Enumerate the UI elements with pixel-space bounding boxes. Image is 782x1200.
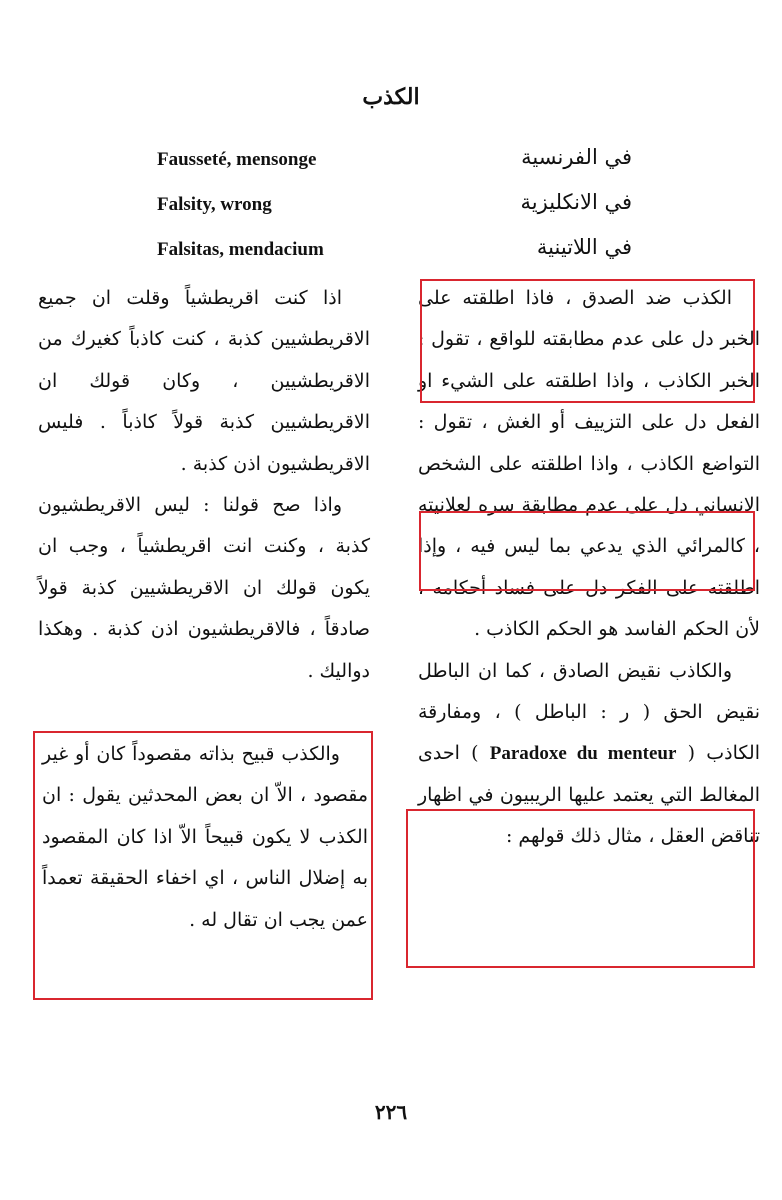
language-label-french: في الفرنسية — [521, 145, 632, 169]
page-title: الكذب — [362, 84, 420, 110]
term-latin: Falsitas, mendacium — [157, 239, 324, 260]
right-paragraph-1: الكذب ضد الصدق ، فاذا اطلقته على الخبر دل على عدم مطابقته للواقع ، تقول : الخبر الكاذب ، واذا اطلقته على الشيء او الفعل دل على التزييف أو الغش ، تقول : التواضع الكاذب ، واذا اطلقته على الشخص الانساني دل على عدم مطابقة سره لعلانيته ، كالمرائي الذي يدعي بما ليس فيه ، وإذا اطلقته على الفكر دل على فساد أحكامه ، لأن الحكم الفاسد هو الحكم الكاذب . — [418, 287, 760, 641]
language-row-french — [0, 143, 782, 183]
language-row-latin — [0, 233, 782, 273]
left-column-bottom — [42, 734, 368, 941]
language-label-english: في الانكليزية — [520, 190, 632, 214]
left-column-top — [38, 278, 370, 692]
page-number: ٢٢٦ — [374, 1100, 408, 1124]
left-paragraph-1: اذا كنت اقريطشياً وقلت ان جميع الاقريطشيين كذبة ، كنت كاذباً كغيرك من الاقريطشيين ، وكان قولك ان الاقريطشيين كذبة قولاً كاذباً . فليس الاقريطشيون اذن كذبة . — [38, 287, 370, 475]
term-french: Fausseté, mensonge — [157, 149, 317, 170]
right-paragraph-2 — [418, 651, 760, 858]
right-paragraph-2-text-a: والكاذب نقيض الصادق ، كما ان الباطل نقيض الحق ( ر : الباطل ) ، ومفارقة الكاذب ( — [418, 659, 760, 765]
term-english: Falsity, wrong — [157, 194, 272, 215]
right-paragraph-2-text-b: ) احدى المغالط التي يعتمد عليها الريبيون في اظهار تناقض العقل ، مثال ذلك قولهم : — [418, 742, 760, 848]
right-column — [418, 278, 760, 858]
left-paragraph-2: واذا صح قولنا : ليس الاقريطشيون كذبة ، وكنت انت اقريطشياً ، وجب ان يكون قولك ان الاقريطشيين كذبة قولاً صادقاً ، فالاقريطشيون اذن كذبة . وهكذا دواليك . — [38, 494, 370, 682]
latin-term-paradox: Paradoxe du menteur — [489, 743, 677, 765]
left-paragraph-3: والكذب قبيح بذاته مقصوداً كان أو غير مقصود ، الاّ ان بعض المحدثين يقول : ان الكذب لا يكون قبيحاً الاّ اذا كان المقصود به إضلال الناس ، اي اخفاء الحقيقة تعمداً عمن يجب ان تقال له . — [42, 743, 368, 931]
language-label-latin: في اللاتينية — [536, 235, 632, 259]
language-row-english — [0, 188, 782, 228]
